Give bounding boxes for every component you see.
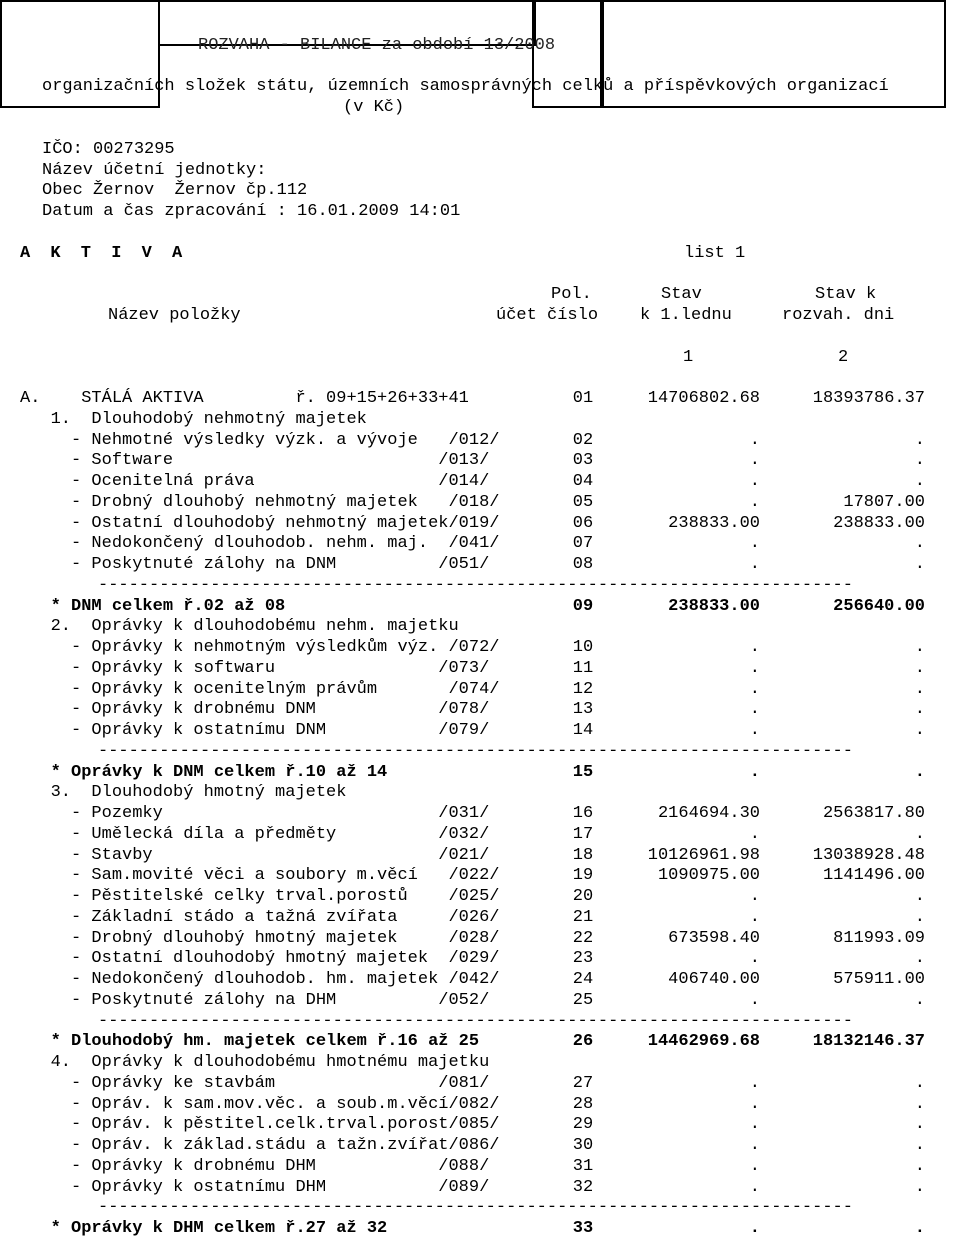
row-pol: 06 xyxy=(572,514,594,533)
row-pol: 22 xyxy=(572,929,594,948)
row-label: 4. Oprávky k dlouhodobému hmotnému majetku xyxy=(20,1053,490,1072)
entity-name-label: Název účetní jednotky: xyxy=(42,161,267,180)
row-label: - Drobný dlouhobý hmotný majetek /028/ xyxy=(20,929,500,948)
row-pol: 11 xyxy=(572,659,594,678)
row-pol: 26 xyxy=(572,1032,594,1051)
row-pol: 04 xyxy=(572,472,594,491)
report-title: ROZVAHA - BILANCE za období 13/2008 xyxy=(198,36,556,55)
row-pol: 14 xyxy=(572,721,594,740)
row-value-start: 238833.00 xyxy=(668,514,760,533)
row-value-start: . xyxy=(749,1178,760,1197)
row-label: - Umělecká díla a předměty /032/ xyxy=(20,825,490,844)
col-header-stav2: Stav k xyxy=(815,285,877,304)
row-value-end: . xyxy=(914,431,925,450)
row-value-end: . xyxy=(914,472,925,491)
col-header-stav1-sub: k 1.lednu xyxy=(640,306,732,325)
row-value-end: . xyxy=(914,680,925,699)
row-label: - Oprávky k ostatnímu DHM /089/ xyxy=(20,1178,490,1197)
row-label: * Oprávky k DNM celkem ř.10 až 14 xyxy=(20,763,388,782)
row-value-end: . xyxy=(914,700,925,719)
row-value-start: . xyxy=(749,1095,760,1114)
col-header-stav2-sub: rozvah. dni xyxy=(782,306,895,325)
row-value-end: . xyxy=(914,949,925,968)
row-value-start: . xyxy=(749,1074,760,1093)
entity-name-value: Obec Žernov Žernov čp.112 xyxy=(42,181,308,200)
row-value-start: 406740.00 xyxy=(668,970,760,989)
row-value-end: . xyxy=(914,908,925,927)
row-label: - Opráv. k základ.stádu a tažn.zvířat/086/ xyxy=(20,1136,500,1155)
row-value-end: . xyxy=(914,638,925,657)
row-label: - Ostatní dlouhodobý nehmotný majetek/019/ xyxy=(20,514,500,533)
row-pol: 10 xyxy=(572,638,594,657)
col-header-pol: Pol. xyxy=(551,285,592,304)
row-pol: 12 xyxy=(572,680,594,699)
row-value-end: . xyxy=(914,555,925,574)
row-value-start: . xyxy=(749,763,760,782)
separator-dashes: -------------------------------------------------------------------------- xyxy=(98,1198,853,1217)
row-value-start: . xyxy=(749,493,760,512)
row-label: - Oprávky k ocenitelným právům /074/ xyxy=(20,680,500,699)
row-label: - Poskytnuté zálohy na DHM /052/ xyxy=(20,991,490,1010)
separator-dashes: -------------------------------------------------------------------------- xyxy=(98,742,853,761)
col-number-1: 1 xyxy=(683,348,694,367)
row-value-end: . xyxy=(914,659,925,678)
row-label: 3. Dlouhodobý hmotný majetek xyxy=(20,783,347,802)
row-value-end: 13038928.48 xyxy=(812,846,925,865)
row-pol: 19 xyxy=(572,866,594,885)
row-value-end: . xyxy=(914,991,925,1010)
row-pol: 31 xyxy=(572,1157,594,1176)
row-value-end: . xyxy=(914,534,925,553)
row-value-start: . xyxy=(749,451,760,470)
row-value-start: . xyxy=(749,908,760,927)
row-value-start: . xyxy=(749,1115,760,1134)
row-label: 2. Oprávky k dlouhodobému nehm. majetku xyxy=(20,617,459,636)
separator-dashes: -------------------------------------------------------------------------- xyxy=(98,576,853,595)
row-pol: 17 xyxy=(572,825,594,844)
row-value-end: . xyxy=(914,1136,925,1155)
row-pol: 21 xyxy=(572,908,594,927)
row-label: - Oprávky k ostatnímu DNM /079/ xyxy=(20,721,490,740)
report-subtitle: organizačních složek státu, územních samosprávných celků a příspěvkových organizací xyxy=(42,77,889,96)
row-label: * Oprávky k DHM celkem ř.27 až 32 xyxy=(20,1219,388,1238)
row-value-start: . xyxy=(749,1219,760,1238)
row-value-start: . xyxy=(749,680,760,699)
row-value-end: 18393786.37 xyxy=(812,389,925,408)
row-pol: 24 xyxy=(572,970,594,989)
list-number: list 1 xyxy=(684,244,746,263)
row-label: 1. Dlouhodobý nehmotný majetek xyxy=(20,410,367,429)
row-pol: 05 xyxy=(572,493,594,512)
col-header-pol-sub: účet číslo xyxy=(496,306,599,325)
col-number-2: 2 xyxy=(838,348,849,367)
row-pol: 16 xyxy=(572,804,594,823)
row-value-end: 17807.00 xyxy=(843,493,925,512)
row-label: - Oprávky k softwaru /073/ xyxy=(20,659,490,678)
separator-dashes: -------------------------------------------------------------------------- xyxy=(98,1012,853,1031)
row-value-end: 811993.09 xyxy=(833,929,925,948)
row-label: - Oprávky k drobnému DNM /078/ xyxy=(20,700,490,719)
row-label: - Oprávky k nehmotným výsledkům výz. /072/ xyxy=(20,638,500,657)
row-value-end: . xyxy=(914,1074,925,1093)
row-value-start: . xyxy=(749,825,760,844)
row-pol: 23 xyxy=(572,949,594,968)
row-label: - Oprávky ke stavbám /081/ xyxy=(20,1074,490,1093)
row-value-start: 14462969.68 xyxy=(647,1032,760,1051)
row-value-start: . xyxy=(749,1157,760,1176)
row-value-end: . xyxy=(914,1178,925,1197)
row-pol: 01 xyxy=(572,389,594,408)
row-pol: 27 xyxy=(572,1074,594,1093)
row-value-start: 14706802.68 xyxy=(647,389,760,408)
row-label: - Opráv. k sam.mov.věc. a soub.m.věcí/082/ xyxy=(20,1095,500,1114)
row-label: - Nedokončený dlouhodob. nehm. maj. /041/ xyxy=(20,534,500,553)
row-value-end: . xyxy=(914,887,925,906)
row-value-start: . xyxy=(749,1136,760,1155)
row-value-start: 1090975.00 xyxy=(657,866,760,885)
row-value-end: . xyxy=(914,825,925,844)
row-value-start: . xyxy=(749,949,760,968)
row-pol: 30 xyxy=(572,1136,594,1155)
processing-datetime: Datum a čas zpracování : 16.01.2009 14:01 xyxy=(42,202,461,221)
row-value-start: . xyxy=(749,638,760,657)
row-pol: 25 xyxy=(572,991,594,1010)
row-label: - Nedokončený dlouhodob. hm. majetek /042/ xyxy=(20,970,500,989)
row-value-start: . xyxy=(749,659,760,678)
row-label: - Stavby /021/ xyxy=(20,846,490,865)
row-label: - Nehmotné výsledky výzk. a vývoje /012/ xyxy=(20,431,500,450)
row-value-start: 238833.00 xyxy=(668,597,760,616)
row-label: - Sam.movité věci a soubory m.věcí /022/ xyxy=(20,866,500,885)
row-value-end: . xyxy=(914,1115,925,1134)
row-label: - Pozemky /031/ xyxy=(20,804,490,823)
row-label: - Opráv. k pěstitel.celk.trval.porost/085/ xyxy=(20,1115,500,1134)
row-value-end: 238833.00 xyxy=(833,514,925,533)
row-label: - Oprávky k drobnému DHM /088/ xyxy=(20,1157,490,1176)
ico: IČO: 00273295 xyxy=(42,140,175,159)
row-label: - Software /013/ xyxy=(20,451,490,470)
row-value-end: 2563817.80 xyxy=(822,804,925,823)
row-value-start: . xyxy=(749,472,760,491)
row-value-end: 256640.00 xyxy=(833,597,925,616)
col-header-name: Název položky xyxy=(108,306,241,325)
row-pol: 20 xyxy=(572,887,594,906)
row-value-end: 575911.00 xyxy=(833,970,925,989)
row-value-start: 673598.40 xyxy=(668,929,760,948)
row-value-start: . xyxy=(749,555,760,574)
row-value-start: . xyxy=(749,534,760,553)
row-pol: 29 xyxy=(572,1115,594,1134)
row-value-end: . xyxy=(914,1157,925,1176)
row-pol: 13 xyxy=(572,700,594,719)
report-unit: (v Kč) xyxy=(343,98,405,117)
row-pol: 32 xyxy=(572,1178,594,1197)
row-value-end: 1141496.00 xyxy=(822,866,925,885)
row-value-end: . xyxy=(914,763,925,782)
row-value-end: 18132146.37 xyxy=(812,1032,925,1051)
row-pol: 03 xyxy=(572,451,594,470)
row-value-end: . xyxy=(914,451,925,470)
row-pol: 18 xyxy=(572,846,594,865)
row-pol: 33 xyxy=(572,1219,594,1238)
row-value-start: . xyxy=(749,991,760,1010)
row-value-start: 10126961.98 xyxy=(647,846,760,865)
section-title: A K T I V A xyxy=(20,244,185,263)
row-label: - Pěstitelské celky trval.porostů /025/ xyxy=(20,887,500,906)
row-label: * DNM celkem ř.02 až 08 xyxy=(20,597,286,616)
row-pol: 08 xyxy=(572,555,594,574)
row-label: - Poskytnuté zálohy na DNM /051/ xyxy=(20,555,490,574)
row-pol: 02 xyxy=(572,431,594,450)
row-label: - Drobný dlouhobý nehmotný majetek /018/ xyxy=(20,493,500,512)
row-label: - Ocenitelná práva /014/ xyxy=(20,472,490,491)
row-pol: 09 xyxy=(572,597,594,616)
row-value-start: 2164694.30 xyxy=(657,804,760,823)
row-value-end: . xyxy=(914,1219,925,1238)
row-pol: 28 xyxy=(572,1095,594,1114)
row-label: - Ostatní dlouhodobý hmotný majetek /029/ xyxy=(20,949,500,968)
row-pol: 07 xyxy=(572,534,594,553)
row-value-end: . xyxy=(914,1095,925,1114)
row-label: - Základní stádo a tažná zvířata /026/ xyxy=(20,908,500,927)
row-value-start: . xyxy=(749,887,760,906)
row-label: A. STÁLÁ AKTIVA ř. 09+15+26+33+41 xyxy=(20,389,469,408)
row-value-start: . xyxy=(749,431,760,450)
col-header-stav1: Stav xyxy=(661,285,702,304)
row-value-start: . xyxy=(749,721,760,740)
row-pol: 15 xyxy=(572,763,594,782)
row-label: * Dlouhodobý hm. majetek celkem ř.16 až 25 xyxy=(20,1032,480,1051)
row-value-end: . xyxy=(914,721,925,740)
row-value-start: . xyxy=(749,700,760,719)
